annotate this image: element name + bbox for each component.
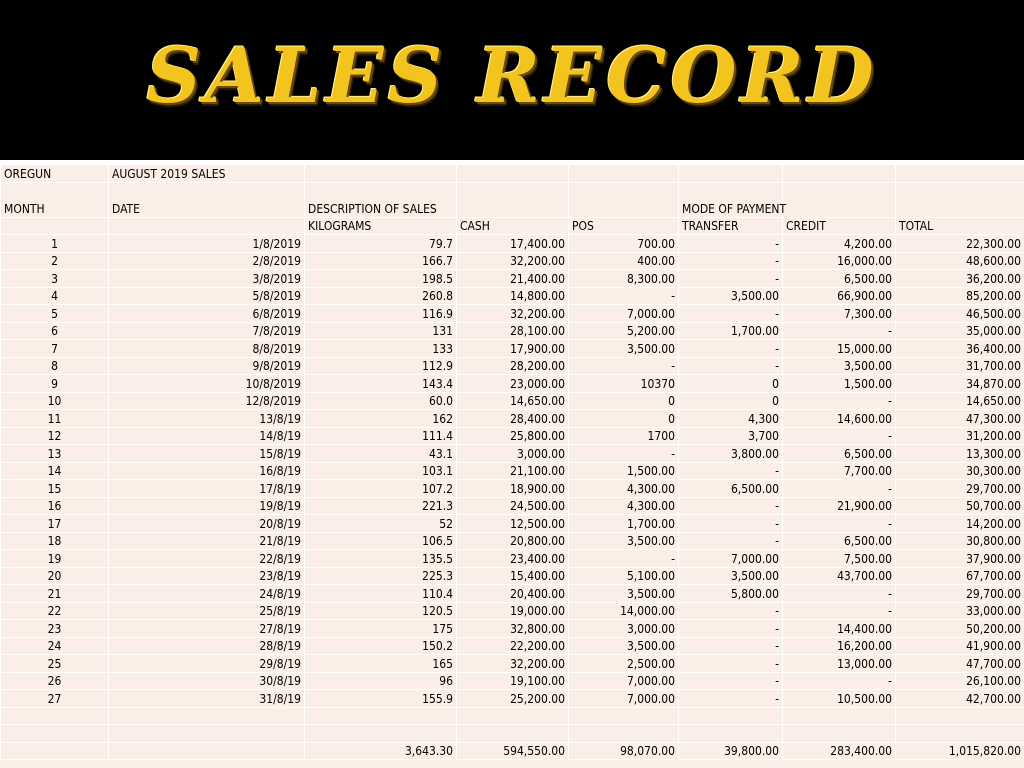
row-kilograms: 112.9 — [305, 357, 457, 375]
mode-of-payment-header: MODE OF PAYMENT — [679, 182, 783, 217]
row-total: 13,300.00 — [896, 445, 1024, 463]
row-pos: 5,100.00 — [569, 567, 679, 585]
row-kilograms: 107.2 — [305, 480, 457, 498]
cash-header: CASH — [457, 217, 569, 235]
row-date: 6/8/2019 — [109, 305, 305, 323]
row-pos: 400.00 — [569, 252, 679, 270]
row-transfer: - — [679, 235, 783, 253]
row-total: 41,900.00 — [896, 637, 1024, 655]
table-row — [1, 690, 1024, 708]
row-date: 30/8/19 — [109, 672, 305, 690]
row-date: 31/8/19 — [109, 690, 305, 708]
row-date: 27/8/19 — [109, 620, 305, 638]
table-row — [1, 637, 1024, 655]
row-total: 14,200.00 — [896, 515, 1024, 533]
row-cash: 3,000.00 — [457, 445, 569, 463]
table-row — [1, 620, 1024, 638]
row-number: 19 — [1, 550, 109, 568]
row-cash: 28,100.00 — [457, 322, 569, 340]
table-row — [1, 462, 1024, 480]
row-cash: 19,100.00 — [457, 672, 569, 690]
row-pos: 7,000.00 — [569, 305, 679, 323]
row-credit: 7,300.00 — [783, 305, 896, 323]
row-number: 14 — [1, 462, 109, 480]
row-kilograms: 175 — [305, 620, 457, 638]
row-total: 36,400.00 — [896, 340, 1024, 358]
row-credit: - — [783, 427, 896, 445]
row-credit: 16,200.00 — [783, 637, 896, 655]
title-wrap — [0, 0, 1024, 160]
row-pos: - — [569, 287, 679, 305]
row-kilograms: 143.4 — [305, 375, 457, 393]
row-credit: - — [783, 515, 896, 533]
row-transfer: 1,700.00 — [679, 322, 783, 340]
row-transfer: - — [679, 515, 783, 533]
row-total: 30,300.00 — [896, 462, 1024, 480]
row-credit: 14,600.00 — [783, 410, 896, 428]
row-kilograms: 225.3 — [305, 567, 457, 585]
row-cash: 21,400.00 — [457, 270, 569, 288]
row-date: 16/8/19 — [109, 462, 305, 480]
row-credit: 10,500.00 — [783, 690, 896, 708]
row-kilograms: 103.1 — [305, 462, 457, 480]
total-pos: 98,070.00 — [569, 742, 679, 760]
sales-table — [0, 164, 1024, 760]
row-transfer: 0 — [679, 375, 783, 393]
row-kilograms: 155.9 — [305, 690, 457, 708]
row-total: 22,300.00 — [896, 235, 1024, 253]
date-header: DATE — [109, 182, 305, 217]
row-credit: 16,000.00 — [783, 252, 896, 270]
row-pos: 1,700.00 — [569, 515, 679, 533]
row-pos: - — [569, 357, 679, 375]
row-number: 4 — [1, 287, 109, 305]
row-transfer: - — [679, 497, 783, 515]
row-total: 67,700.00 — [896, 567, 1024, 585]
row-pos: 1700 — [569, 427, 679, 445]
row-kilograms: 131 — [305, 322, 457, 340]
row-total: 42,700.00 — [896, 690, 1024, 708]
row-number: 1 — [1, 235, 109, 253]
row-cash: 20,400.00 — [457, 585, 569, 603]
table-row — [1, 602, 1024, 620]
row-pos: 3,500.00 — [569, 532, 679, 550]
table-row — [1, 235, 1024, 253]
row-number: 24 — [1, 637, 109, 655]
table-row — [1, 340, 1024, 358]
row-date: 25/8/19 — [109, 602, 305, 620]
row-pos: 14,000.00 — [569, 602, 679, 620]
table-row — [1, 655, 1024, 673]
row-date: 3/8/2019 — [109, 270, 305, 288]
row-cash: 21,100.00 — [457, 462, 569, 480]
table-row — [1, 375, 1024, 393]
row-number: 8 — [1, 357, 109, 375]
row-credit: 66,900.00 — [783, 287, 896, 305]
row-number: 3 — [1, 270, 109, 288]
row-date: 19/8/19 — [109, 497, 305, 515]
row-total: 46,500.00 — [896, 305, 1024, 323]
row-date: 5/8/2019 — [109, 287, 305, 305]
row-number: 11 — [1, 410, 109, 428]
row-number: 21 — [1, 585, 109, 603]
row-pos: - — [569, 445, 679, 463]
row-transfer: 0 — [679, 392, 783, 410]
row-date: 20/8/19 — [109, 515, 305, 533]
row-cash: 32,200.00 — [457, 252, 569, 270]
row-total: 30,800.00 — [896, 532, 1024, 550]
row-pos: 0 — [569, 392, 679, 410]
row-total: 48,600.00 — [896, 252, 1024, 270]
row-total: 50,700.00 — [896, 497, 1024, 515]
row-kilograms: 165 — [305, 655, 457, 673]
row-pos: 3,500.00 — [569, 585, 679, 603]
row-date: 22/8/19 — [109, 550, 305, 568]
row-credit: - — [783, 322, 896, 340]
row-kilograms: 111.4 — [305, 427, 457, 445]
row-date: 13/8/19 — [109, 410, 305, 428]
row-number: 20 — [1, 567, 109, 585]
table-row — [1, 550, 1024, 568]
row-date: 1/8/2019 — [109, 235, 305, 253]
row-total: 29,700.00 — [896, 585, 1024, 603]
row-transfer: 3,800.00 — [679, 445, 783, 463]
row-credit: - — [783, 672, 896, 690]
row-cash: 17,400.00 — [457, 235, 569, 253]
row-transfer: - — [679, 532, 783, 550]
row-total: 29,700.00 — [896, 480, 1024, 498]
row-cash: 32,200.00 — [457, 655, 569, 673]
row-number: 15 — [1, 480, 109, 498]
row-cash: 32,800.00 — [457, 620, 569, 638]
row-kilograms: 116.9 — [305, 305, 457, 323]
blank-row — [1, 707, 1024, 725]
row-date: 8/8/2019 — [109, 340, 305, 358]
row-total: 85,200.00 — [896, 287, 1024, 305]
row-pos: 1,500.00 — [569, 462, 679, 480]
row-transfer: - — [679, 305, 783, 323]
row-total: 26,100.00 — [896, 672, 1024, 690]
row-transfer: 6,500.00 — [679, 480, 783, 498]
row-date: 21/8/19 — [109, 532, 305, 550]
row-cash: 23,400.00 — [457, 550, 569, 568]
row-credit: - — [783, 585, 896, 603]
table-row — [1, 480, 1024, 498]
row-transfer: - — [679, 637, 783, 655]
row-number: 2 — [1, 252, 109, 270]
row-cash: 12,500.00 — [457, 515, 569, 533]
row-pos: 3,500.00 — [569, 637, 679, 655]
row-kilograms: 260.8 — [305, 287, 457, 305]
table-row — [1, 515, 1024, 533]
row-cash: 14,800.00 — [457, 287, 569, 305]
row-cash: 19,000.00 — [457, 602, 569, 620]
description-header: DESCRIPTION OF SALES — [305, 182, 457, 217]
row-transfer: 3,700 — [679, 427, 783, 445]
row-number: 26 — [1, 672, 109, 690]
row-total: 31,700.00 — [896, 357, 1024, 375]
row-kilograms: 60.0 — [305, 392, 457, 410]
row-kilograms: 110.4 — [305, 585, 457, 603]
row-total: 14,650.00 — [896, 392, 1024, 410]
row-credit: 6,500.00 — [783, 445, 896, 463]
row-date: 17/8/19 — [109, 480, 305, 498]
row-pos: 0 — [569, 410, 679, 428]
row-date: 23/8/19 — [109, 567, 305, 585]
row-cash: 24,500.00 — [457, 497, 569, 515]
row-transfer: - — [679, 655, 783, 673]
row-kilograms: 166.7 — [305, 252, 457, 270]
row-number: 27 — [1, 690, 109, 708]
row-credit: 7,500.00 — [783, 550, 896, 568]
table-row — [1, 497, 1024, 515]
table-row — [1, 270, 1024, 288]
row-number: 17 — [1, 515, 109, 533]
row-date: 15/8/19 — [109, 445, 305, 463]
row-credit: - — [783, 602, 896, 620]
row-date: 14/8/19 — [109, 427, 305, 445]
row-pos: 4,300.00 — [569, 480, 679, 498]
row-pos: 5,200.00 — [569, 322, 679, 340]
row-cash: 28,200.00 — [457, 357, 569, 375]
transfer-header: TRANSFER — [679, 217, 783, 235]
row-cash: 18,900.00 — [457, 480, 569, 498]
row-kilograms: 150.2 — [305, 637, 457, 655]
month-header: MONTH — [1, 182, 109, 217]
table-row — [1, 585, 1024, 603]
row-credit: 4,200.00 — [783, 235, 896, 253]
row-cash: 17,900.00 — [457, 340, 569, 358]
row-cash: 20,800.00 — [457, 532, 569, 550]
row-credit: - — [783, 480, 896, 498]
row-transfer: 3,500.00 — [679, 567, 783, 585]
pos-header: POS — [569, 217, 679, 235]
totals-row — [1, 742, 1024, 760]
row-total: 33,000.00 — [896, 602, 1024, 620]
row-kilograms: 198.5 — [305, 270, 457, 288]
row-date: 10/8/2019 — [109, 375, 305, 393]
table-row — [1, 287, 1024, 305]
row-cash: 23,000.00 — [457, 375, 569, 393]
period-label: AUGUST 2019 SALES — [109, 165, 305, 183]
row-cash: 28,400.00 — [457, 410, 569, 428]
total-kilograms: 3,643.30 — [305, 742, 457, 760]
row-number: 25 — [1, 655, 109, 673]
row-pos: 4,300.00 — [569, 497, 679, 515]
table-row — [1, 532, 1024, 550]
row-pos: 7,000.00 — [569, 690, 679, 708]
row-kilograms: 221.3 — [305, 497, 457, 515]
row-transfer: - — [679, 462, 783, 480]
row-credit: 21,900.00 — [783, 497, 896, 515]
row-pos: 3,000.00 — [569, 620, 679, 638]
row-total: 37,900.00 — [896, 550, 1024, 568]
total-credit: 283,400.00 — [783, 742, 896, 760]
row-cash: 25,200.00 — [457, 690, 569, 708]
row-kilograms: 162 — [305, 410, 457, 428]
page-title: SALES RECORD — [146, 30, 878, 120]
row-kilograms: 96 — [305, 672, 457, 690]
row-number: 23 — [1, 620, 109, 638]
row-date: 28/8/19 — [109, 637, 305, 655]
row-transfer: - — [679, 340, 783, 358]
row-transfer: 3,500.00 — [679, 287, 783, 305]
row-total: 36,200.00 — [896, 270, 1024, 288]
row-credit: 13,000.00 — [783, 655, 896, 673]
row-pos: 10370 — [569, 375, 679, 393]
row-cash: 25,800.00 — [457, 427, 569, 445]
row-date: 9/8/2019 — [109, 357, 305, 375]
row-credit: 43,700.00 — [783, 567, 896, 585]
row-pos: 8,300.00 — [569, 270, 679, 288]
row-cash: 32,200.00 — [457, 305, 569, 323]
spreadsheet-area — [0, 164, 1024, 768]
row-kilograms: 79.7 — [305, 235, 457, 253]
row-total: 34,870.00 — [896, 375, 1024, 393]
row-date: 12/8/2019 — [109, 392, 305, 410]
row-number: 6 — [1, 322, 109, 340]
blank-row — [1, 725, 1024, 743]
row-pos: 700.00 — [569, 235, 679, 253]
row-transfer: 7,000.00 — [679, 550, 783, 568]
row-credit: 6,500.00 — [783, 270, 896, 288]
table-row — [1, 357, 1024, 375]
total-header: TOTAL — [896, 217, 1024, 235]
row-transfer: - — [679, 252, 783, 270]
row-pos: 2,500.00 — [569, 655, 679, 673]
row-credit: 15,000.00 — [783, 340, 896, 358]
location-label: OREGUN — [1, 165, 109, 183]
header-row-2 — [1, 182, 1024, 217]
total-transfer: 39,800.00 — [679, 742, 783, 760]
row-total: 50,200.00 — [896, 620, 1024, 638]
row-credit: - — [783, 392, 896, 410]
header-row-3 — [1, 217, 1024, 235]
row-credit: 7,700.00 — [783, 462, 896, 480]
row-number: 16 — [1, 497, 109, 515]
kilograms-header: KILOGRAMS — [305, 217, 457, 235]
table-row — [1, 445, 1024, 463]
row-kilograms: 120.5 — [305, 602, 457, 620]
row-number: 10 — [1, 392, 109, 410]
row-cash: 22,200.00 — [457, 637, 569, 655]
credit-header: CREDIT — [783, 217, 896, 235]
row-pos: 3,500.00 — [569, 340, 679, 358]
table-row — [1, 322, 1024, 340]
row-number: 12 — [1, 427, 109, 445]
row-kilograms: 133 — [305, 340, 457, 358]
row-transfer: - — [679, 270, 783, 288]
row-pos: 7,000.00 — [569, 672, 679, 690]
row-transfer: - — [679, 620, 783, 638]
row-number: 9 — [1, 375, 109, 393]
row-credit: 3,500.00 — [783, 357, 896, 375]
row-transfer: - — [679, 690, 783, 708]
row-kilograms: 135.5 — [305, 550, 457, 568]
table-row — [1, 252, 1024, 270]
row-total: 35,000.00 — [896, 322, 1024, 340]
row-date: 24/8/19 — [109, 585, 305, 603]
row-number: 7 — [1, 340, 109, 358]
row-kilograms: 106.5 — [305, 532, 457, 550]
row-transfer: - — [679, 602, 783, 620]
row-transfer: 5,800.00 — [679, 585, 783, 603]
row-date: 7/8/2019 — [109, 322, 305, 340]
header-row-1 — [1, 165, 1024, 183]
row-cash: 15,400.00 — [457, 567, 569, 585]
row-pos: - — [569, 550, 679, 568]
row-date: 2/8/2019 — [109, 252, 305, 270]
table-row — [1, 392, 1024, 410]
row-transfer: - — [679, 672, 783, 690]
row-total: 47,700.00 — [896, 655, 1024, 673]
row-date: 29/8/19 — [109, 655, 305, 673]
row-credit: 1,500.00 — [783, 375, 896, 393]
table-row — [1, 305, 1024, 323]
row-number: 22 — [1, 602, 109, 620]
row-number: 5 — [1, 305, 109, 323]
row-total: 31,200.00 — [896, 427, 1024, 445]
row-kilograms: 52 — [305, 515, 457, 533]
row-transfer: 4,300 — [679, 410, 783, 428]
table-row — [1, 410, 1024, 428]
grand-total: 1,015,820.00 — [896, 742, 1024, 760]
row-cash: 14,650.00 — [457, 392, 569, 410]
row-kilograms: 43.1 — [305, 445, 457, 463]
row-number: 18 — [1, 532, 109, 550]
row-transfer: - — [679, 357, 783, 375]
table-row — [1, 567, 1024, 585]
row-credit: 14,400.00 — [783, 620, 896, 638]
table-row — [1, 427, 1024, 445]
row-total: 47,300.00 — [896, 410, 1024, 428]
row-number: 13 — [1, 445, 109, 463]
table-row — [1, 672, 1024, 690]
total-cash: 594,550.00 — [457, 742, 569, 760]
row-credit: 6,500.00 — [783, 532, 896, 550]
